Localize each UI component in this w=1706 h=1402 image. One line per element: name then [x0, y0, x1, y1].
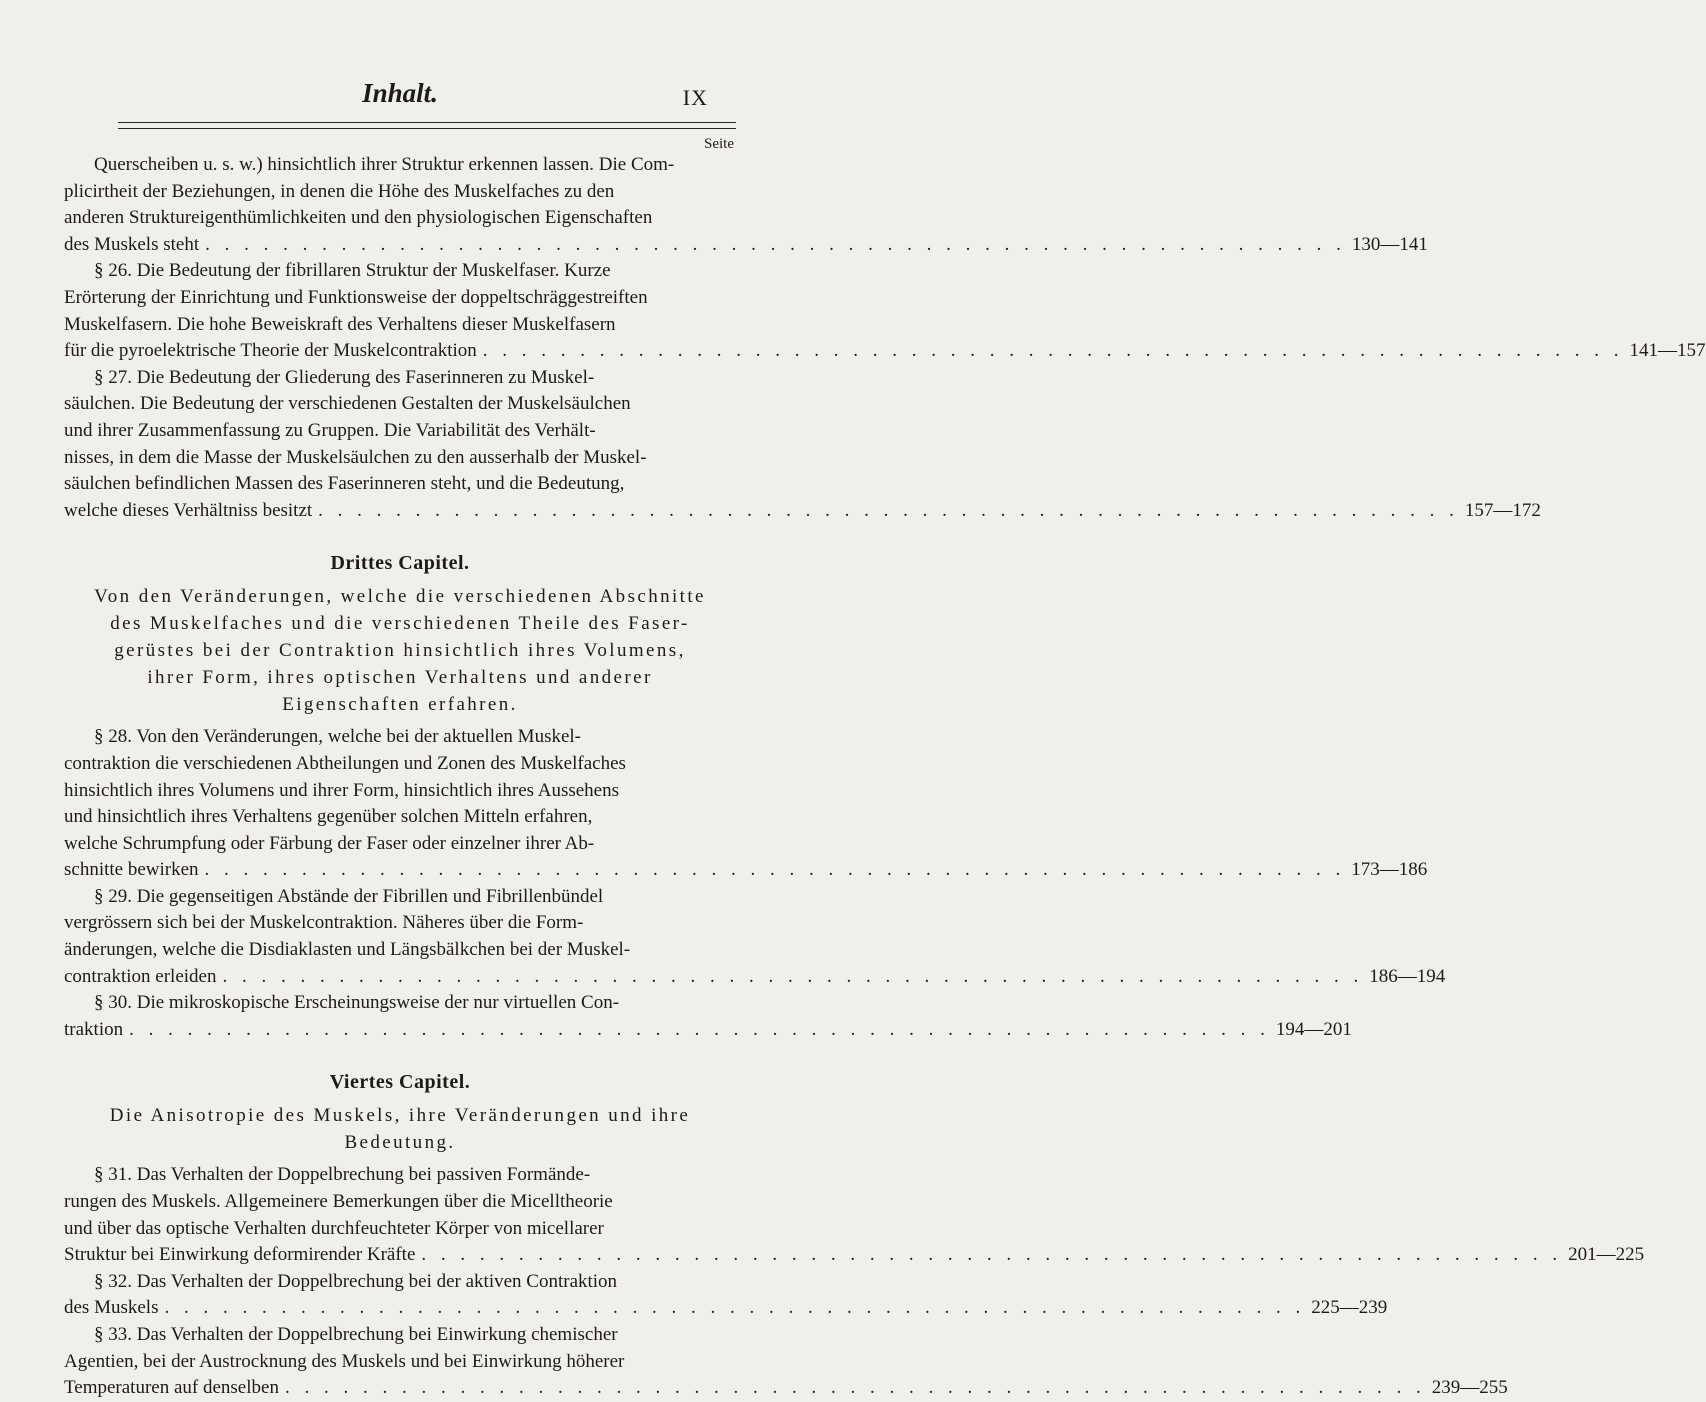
toc-entry-line: welche Schrumpfung oder Färbung der Faser oder einzelner ihrer Ab-: [64, 832, 595, 854]
toc-entry-text: schnitte bewirken: [64, 859, 199, 881]
toc-entry-line: änderungen, welche die Disdiaklasten und Längsbälkchen bei der Muskel-: [64, 939, 631, 961]
toc-entry-text: für die pyroelektrische Theorie der Muskelcontraktion: [64, 340, 477, 362]
chapter-subtitle-line: Bedeutung.: [344, 1132, 456, 1154]
toc-entry-line: contraktion die verschiedenen Abtheilungen und Zonen des Muskelfaches: [64, 752, 626, 774]
toc-entry-last-line: [64, 1295, 1388, 1322]
toc-entry-line: vergrössern sich bei der Muskelcontraktion. Näheres über die Form-: [64, 912, 584, 934]
toc-entry-line: § 33. Das Verhalten der Doppelbrechung bei Einwirkung chemischer: [94, 1324, 618, 1345]
toc-section-chapter-3: [64, 724, 1446, 1043]
toc-entry-pages: 157—172: [1464, 499, 1541, 521]
toc-section-continued: [64, 152, 1706, 524]
toc-entry-text: welche dieses Verhältniss besitzt: [64, 499, 313, 521]
chapter-subtitle-line: Eigenschaften erfahren.: [282, 694, 518, 716]
toc-entry-line: rungen des Muskels. Allgemeinere Bemerkungen über die Micelltheorie: [64, 1191, 613, 1213]
leader-dots: . . . . . . . . . . . . . . . . . . . . . . . . . . . . . . . . . . . . . . . . . . . . . . . . . . . . . . . . . . .: [164, 1297, 1306, 1319]
header-rule-lower: [118, 128, 736, 129]
leader-dots: . . . . . . . . . . . . . . . . . . . . . . . . . . . . . . . . . . . . . . . . . . . . . . . . . . . . . . . . . . .: [204, 859, 1346, 881]
header-rule-upper: [118, 122, 736, 123]
toc-entry-text: traktion: [64, 1018, 124, 1040]
toc-entry-last-line: [64, 857, 1428, 884]
toc-entry-line: § 26. Die Bedeutung der fibrillaren Struktur der Muskelfaser. Kurze: [94, 260, 611, 282]
toc-entry-line: Querscheiben u. s. w.) hinsichtlich ihrer Struktur erkennen lassen. Die Com-: [94, 154, 675, 175]
chapter-subtitle-4: [64, 1102, 736, 1156]
toc-entry-last-line: [64, 498, 1541, 525]
toc-entry-pages: 239—255: [1431, 1377, 1508, 1399]
toc-entry-text: contraktion erleiden: [64, 965, 217, 987]
toc-entry-pages: 173—186: [1351, 859, 1428, 881]
toc-entry-last-line: [64, 338, 1706, 365]
toc-entry-s26: [64, 258, 1706, 364]
toc-entry-line: und ihrer Zusammenfassung zu Gruppen. Die Variabilität des Verhält-: [64, 419, 596, 441]
toc-entry-line: und hinsichtlich ihres Verhaltens gegenüber solchen Mitteln erfahren,: [64, 806, 593, 828]
toc-entry-line: Muskelfasern. Die hohe Beweiskraft des Verhaltens dieser Muskelfasern: [64, 313, 616, 335]
running-title: Inhalt.: [362, 78, 438, 108]
toc-entry-last-line: [64, 1242, 1645, 1269]
chapter-heading-3: Drittes Capitel.: [330, 552, 470, 575]
toc-entry-text: Temperaturen auf denselben: [64, 1377, 279, 1399]
chapter-subtitle-3: [64, 583, 736, 718]
leader-dots: . . . . . . . . . . . . . . . . . . . . . . . . . . . . . . . . . . . . . . . . . . . . . . . . . . . . . . . . . . .: [284, 1377, 1426, 1399]
toc-entry-pages: 201—225: [1568, 1244, 1645, 1266]
chapter-subtitle-line: Die Anisotropie des Muskels, ihre Veränderungen und ihre: [109, 1105, 691, 1127]
toc-entry-s28: [64, 724, 1428, 884]
chapter-heading-4: Viertes Capitel.: [329, 1071, 471, 1094]
toc-entry-line: säulchen befindlichen Massen des Faserinneren steht, und die Bedeutung,: [64, 473, 625, 495]
toc-entry-s31: [64, 1162, 1645, 1268]
toc-entry-line: nisses, in dem die Masse der Muskelsäulchen zu den ausserhalb der Muskel-: [64, 446, 647, 468]
toc-entry-line: Agentien, bei der Austrocknung des Muskels und bei Einwirkung höherer: [64, 1350, 625, 1372]
toc-entry-s30: [64, 990, 1352, 1043]
toc-entry-text: Struktur bei Einwirkung deformirender Kräfte: [64, 1244, 416, 1266]
page-column-label: Seite: [704, 136, 734, 152]
toc-entry-line: § 29. Die gegenseitigen Abstände der Fibrillen und Fibrillenbündel: [94, 885, 604, 907]
chapter-subtitle-line: Von den Veränderungen, welche die verschiedenen Abschnitte: [94, 586, 706, 608]
toc-entry-pages: 130—141: [1351, 233, 1428, 255]
toc-entry-last-line: [64, 232, 1428, 259]
chapter-subtitle-line: gerüstes bei der Contraktion hinsichtlich ihres Volumens,: [114, 640, 686, 662]
toc-entry-last-line: [64, 1017, 1352, 1044]
toc-entry-pages: 225—239: [1311, 1297, 1388, 1319]
toc-entry-line: § 31. Das Verhalten der Doppelbrechung bei passiven Formände-: [94, 1164, 591, 1186]
chapter-subtitle-line: des Muskelfaches und die verschiedenen Theile des Faser-: [110, 613, 690, 635]
toc-entry-line: § 27. Die Bedeutung der Gliederung des Faserinneren zu Muskel-: [94, 366, 595, 388]
toc-entry-s33: [64, 1322, 1508, 1402]
toc-entry-s29: [64, 884, 1446, 990]
toc-entry-last-line: [64, 964, 1446, 991]
leader-dots: . . . . . . . . . . . . . . . . . . . . . . . . . . . . . . . . . . . . . . . . . . . . . . . . . . . . . . . . . . .: [318, 499, 1459, 521]
leader-dots: . . . . . . . . . . . . . . . . . . . . . . . . . . . . . . . . . . . . . . . . . . . . . . . . . . . . . . . . . . .: [482, 340, 1624, 362]
leader-dots: . . . . . . . . . . . . . . . . . . . . . . . . . . . . . . . . . . . . . . . . . . . . . . . . . . . . . . . . . . .: [129, 1018, 1270, 1040]
toc-entry-line: Erörterung der Einrichtung und Funktionsweise der doppeltschräggestreiften: [64, 286, 648, 308]
toc-section-chapter-4: [64, 1162, 1645, 1401]
toc-entry-last-line: [64, 1375, 1508, 1402]
toc-entry-s27: [64, 365, 1541, 525]
leader-dots: . . . . . . . . . . . . . . . . . . . . . . . . . . . . . . . . . . . . . . . . . . . . . . . . . . . . . . . . . . .: [222, 965, 1364, 987]
toc-entry-line: § 32. Das Verhalten der Doppelbrechung bei der aktiven Contraktion: [94, 1270, 618, 1292]
toc-entry-line: plicirtheit der Beziehungen, in denen die Höhe des Muskelfaches zu den: [64, 180, 615, 202]
toc-entry-pages: 141—157: [1629, 340, 1706, 362]
toc-entry-cont: [64, 152, 1428, 258]
toc-entry-text: des Muskels: [64, 1297, 159, 1319]
page-header: [0, 78, 800, 118]
toc-entry-pages: 194—201: [1275, 1018, 1352, 1040]
toc-entry-s32: [64, 1269, 1388, 1322]
toc-entry-line: säulchen. Die Bedeutung der verschiedenen Gestalten der Muskelsäulchen: [64, 393, 631, 415]
toc-entry-line: § 28. Von den Veränderungen, welche bei der aktuellen Muskel-: [94, 726, 582, 748]
toc-entry-line: anderen Struktureigenthümlichkeiten und den physiologischen Eigenschaften: [64, 207, 653, 229]
toc-entry-pages: 186—194: [1369, 965, 1446, 987]
toc-entry-line: hinsichtlich ihres Volumens und ihrer Form, hinsichtlich ihres Aussehens: [64, 779, 619, 801]
leader-dots: . . . . . . . . . . . . . . . . . . . . . . . . . . . . . . . . . . . . . . . . . . . . . . . . . . . . . . . . . . .: [205, 233, 1346, 255]
page-number: IX: [682, 85, 708, 110]
toc-entry-line: und über das optische Verhalten durchfeuchteter Körper von micellarer: [64, 1217, 604, 1239]
leader-dots: . . . . . . . . . . . . . . . . . . . . . . . . . . . . . . . . . . . . . . . . . . . . . . . . . . . . . . . . . . .: [421, 1244, 1563, 1266]
toc-entry-text: des Muskels steht: [64, 233, 200, 255]
table-of-contents: [64, 152, 1706, 1402]
toc-entry-line: § 30. Die mikroskopische Erscheinungsweise der nur virtuellen Con-: [94, 992, 620, 1014]
chapter-subtitle-line: ihrer Form, ihres optischen Verhaltens und anderer: [147, 667, 653, 689]
